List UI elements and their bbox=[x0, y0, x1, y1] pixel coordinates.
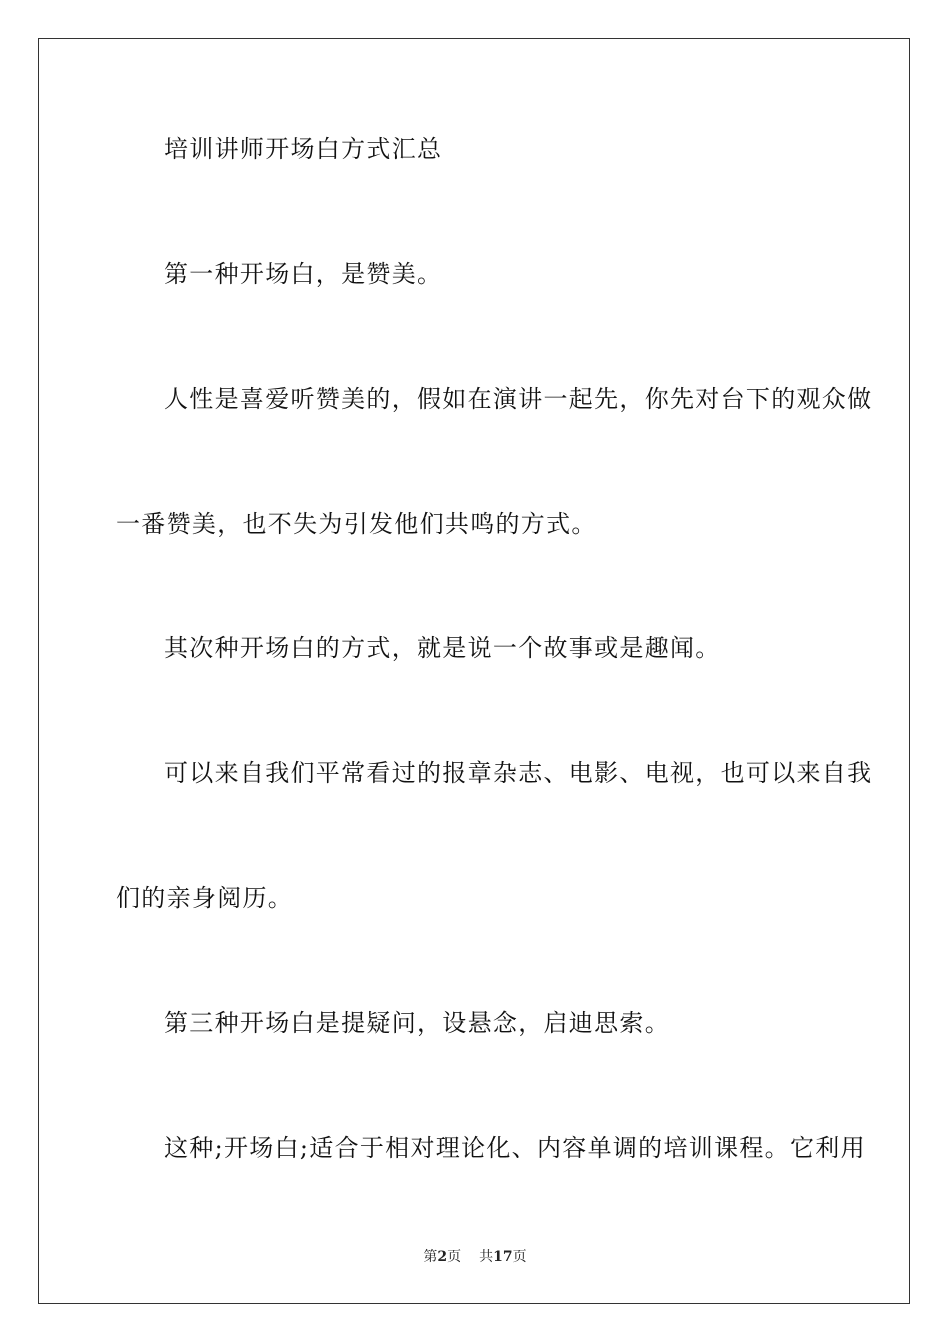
total-pages: 17 bbox=[493, 1249, 513, 1265]
paragraph-line: 一番赞美，也不失为引发他们共鸣的方式。 bbox=[116, 510, 597, 538]
paragraph-line: 可以来自我们平常看过的报章杂志、电影、电视，也可以来自我 bbox=[164, 759, 873, 787]
paragraph-line: 们的亲身阅历。 bbox=[116, 884, 294, 912]
page-prefix: 第 bbox=[423, 1249, 438, 1265]
paragraph-line: 人性是喜爱听赞美的，假如在演讲一起先，你先对台下的观众做 bbox=[164, 385, 873, 413]
page-footer bbox=[0, 1248, 950, 1266]
paragraph-line: 这种;开场白;适合于相对理论化、内容单调的培训课程。它利用 bbox=[164, 1134, 866, 1162]
total-suffix: 页 bbox=[512, 1249, 527, 1265]
paragraph-line: 第一种开场白，是赞美。 bbox=[164, 260, 443, 288]
page-border bbox=[38, 38, 910, 1304]
document-title: 培训讲师开场白方式汇总 bbox=[164, 135, 443, 163]
page-number: 2 bbox=[437, 1249, 448, 1265]
paragraph-line: 其次种开场白的方式，就是说一个故事或是趣闻。 bbox=[164, 634, 721, 662]
paragraph-line: 第三种开场白是提疑问，设悬念，启迪思索。 bbox=[164, 1009, 670, 1037]
page-suffix: 页 bbox=[447, 1249, 462, 1265]
total-prefix: 共 bbox=[479, 1249, 494, 1265]
